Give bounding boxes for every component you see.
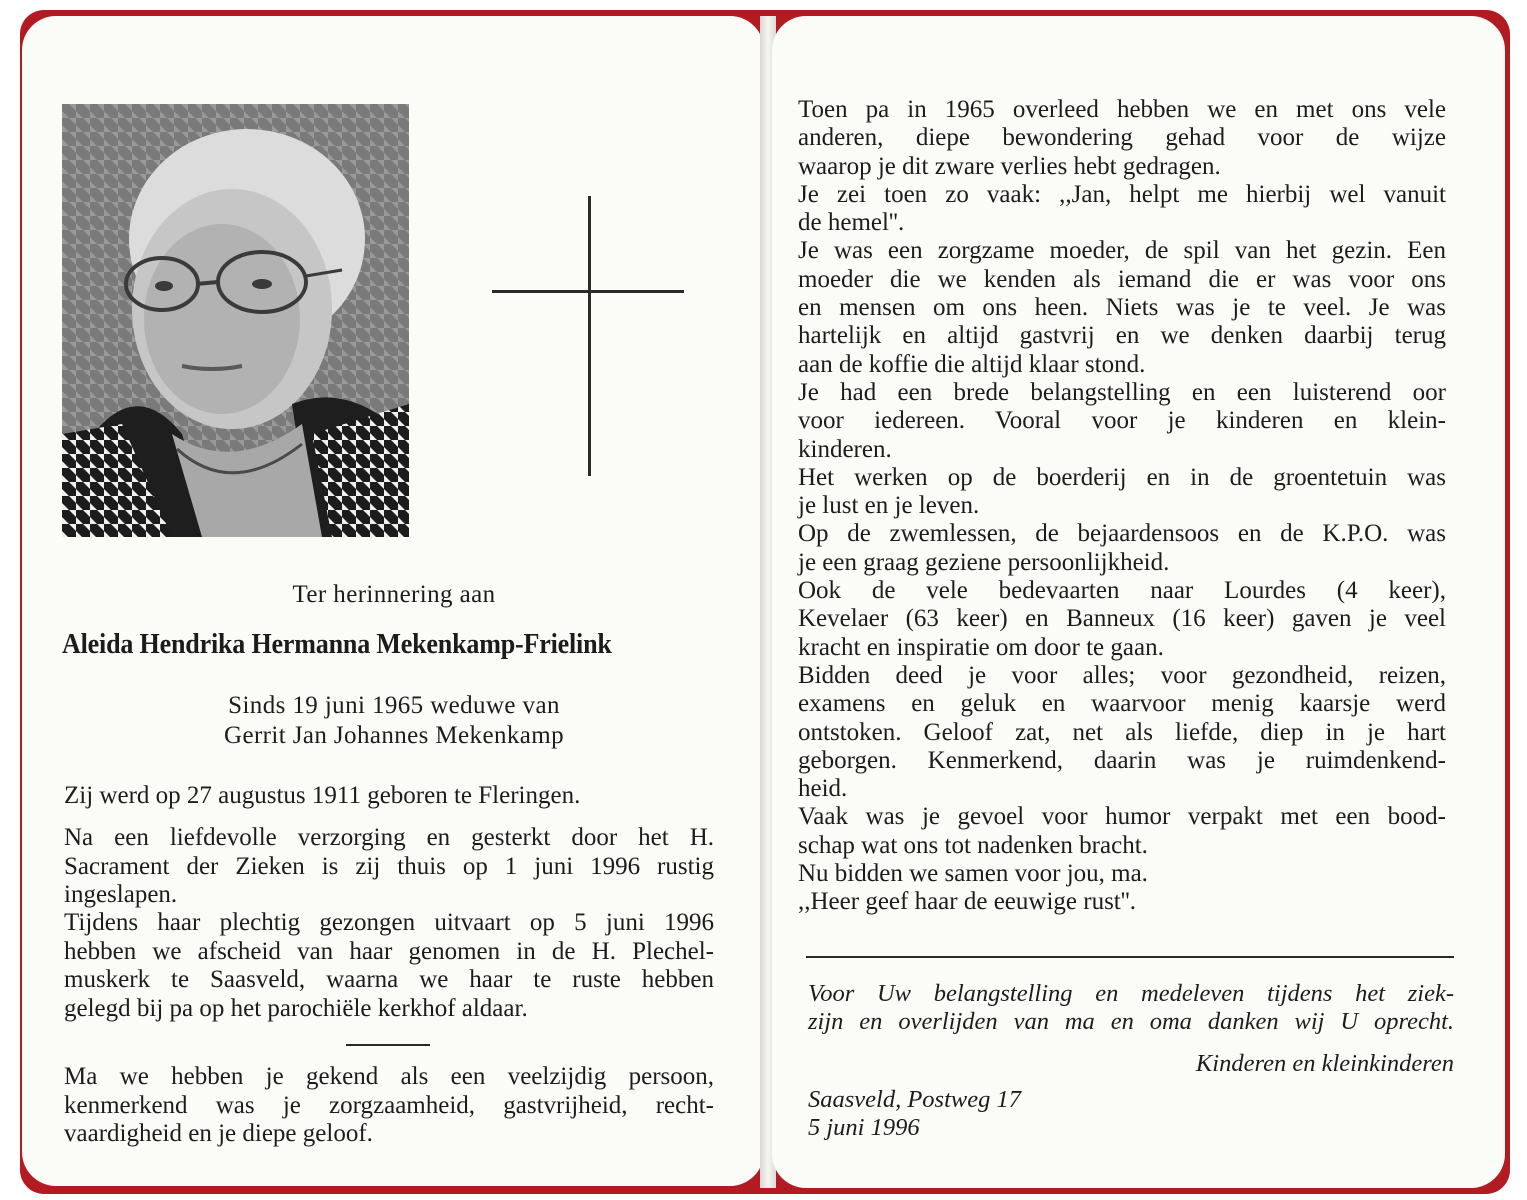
tribute-line: je lust en je leven. [798,492,980,520]
remembrance-intro: Ter herinnering aan [292,581,496,608]
funeral-line: muskerk te Saasveld, waarna we haar te ruste hebben [64,966,714,993]
tribute-line: Nu bidden we samen voor jou, ma. [798,860,1148,888]
thanks-line: zijn en overlijden van ma en oma danken wij U oprecht. [808,1007,1454,1035]
tribute-text [798,96,1446,917]
address: Saasveld, Postweg 17 [808,1086,1021,1113]
tribute-line: je een graag geziene persoonlijkheid. [798,548,1170,576]
funeral-line: hebben we afscheid van haar genomen in de H. Plechel- [64,937,714,965]
tribute-line: Je had een brede belangstelling en een luisterend oor [798,378,1446,406]
passing-line: Na een liefdevolle verzorging en gesterkt door het H. [64,824,714,851]
left-page [22,16,764,1186]
tribute-line: schap wat ons tot nadenken bracht. [798,831,1148,859]
passing-line: ingeslapen. [64,881,178,908]
tribute-line: moeder die we kenden als iemand die er was voor ons [798,265,1446,293]
portrait-photo [62,104,409,537]
section-divider [806,956,1454,958]
latin-cross-icon [588,196,591,476]
thanks-text [808,980,1454,1035]
place-and-date [808,1086,1021,1142]
right-page [772,16,1505,1188]
tribute-line: Kevelaer (63 keer) en Banneux (16 keer) gaven je veel [798,605,1446,633]
passing-paragraph [64,824,714,910]
tribute-line: Ook de vele bedevaarten naar Lourdes (4 keer), [798,577,1446,605]
tribute-line: heid. [798,775,848,803]
tribute-line: Het werken op de boerderij en in de groentetuin was [798,463,1446,491]
tribute-line: kinderen. [798,435,892,463]
widow-line-1: Sinds 19 juni 1965 weduwe van [228,692,560,719]
widow-line-2: Gerrit Jan Johannes Mekenkamp [224,722,564,749]
birth-line [64,782,714,811]
character-line: Ma we hebben je gekend als een veelzijdig persoon, [64,1063,714,1090]
tribute-line: Toen pa in 1965 overleed hebben we en met ons vele [798,96,1446,123]
funeral-line: Tijdens haar plechtig gezongen uitvaart op 5 juni 1996 [64,909,714,936]
character-line: vaardigheid en je diepe geloof. [64,1120,373,1147]
tribute-line: de hemel''. [798,209,905,237]
tribute-line: ontstoken. Geloof zat, net als liefde, diep in je hart [798,718,1446,746]
deceased-name: Aleida Hendrika Hermanna Mekenkamp-Frielink [62,629,612,660]
passing-line: Sacrament der Zieken is zij thuis op 1 juni 1996 rustig [64,852,714,880]
tribute-line: Bidden deed je voor alles; voor gezondheid, reizen, [798,661,1446,689]
tribute-line: Vaak was je gevoel voor humor verpakt met een bood- [798,803,1446,831]
birth-text: Zij werd op 27 augustus 1911 geboren te Fleringen. [64,782,581,809]
tribute-line: examens en geluk en waarvoor menig kaarsje werd [798,690,1446,718]
section-divider [346,1044,430,1046]
character-line: kenmerkend was je zorgzaamheid, gastvrijheid, recht- [64,1091,714,1119]
tribute-line: aan de koffie die altijd klaar stond. [798,350,1146,378]
tribute-line: en mensen om ons heen. Niets was je te veel. Je was [798,294,1446,322]
tribute-line: waarop je dit zware verlies hebt gedragen. [798,152,1221,180]
tribute-line: kracht en inspiratie om door te gaan. [798,633,1164,661]
latin-cross-icon-bar [492,290,684,293]
tribute-line: anderen, diepe bewondering gehad voor de wijze [798,124,1446,152]
signature: Kinderen en kleinkinderen [1195,1050,1454,1077]
tribute-line: Je zei toen zo vaak: ,,Jan, helpt me hierbij wel vanuit [798,180,1446,208]
character-paragraph [64,1063,714,1149]
thanks-line: Voor Uw belangstelling en medeleven tijdens het ziek- [808,980,1454,1007]
tribute-line: ,,Heer geef haar de eeuwige rust''. [798,888,1137,916]
funeral-line: gelegd bij pa op het parochiële kerkhof aldaar. [64,994,528,1022]
tribute-line: voor iedereen. Vooral voor je kinderen en klein- [798,407,1446,435]
tribute-line: Je was een zorgzame moeder, de spil van het gezin. Een [798,237,1446,265]
tribute-line: Op de zwemlessen, de bejaardensoos en de K.P.O. was [798,520,1446,548]
funeral-paragraph [64,909,714,1023]
tribute-line: hartelijk en altijd gastvrij en we denken daarbij terug [798,322,1446,350]
date: 5 juni 1996 [808,1114,920,1141]
tribute-line: geborgen. Kenmerkend, daarin was je ruimdenkend- [798,746,1446,774]
